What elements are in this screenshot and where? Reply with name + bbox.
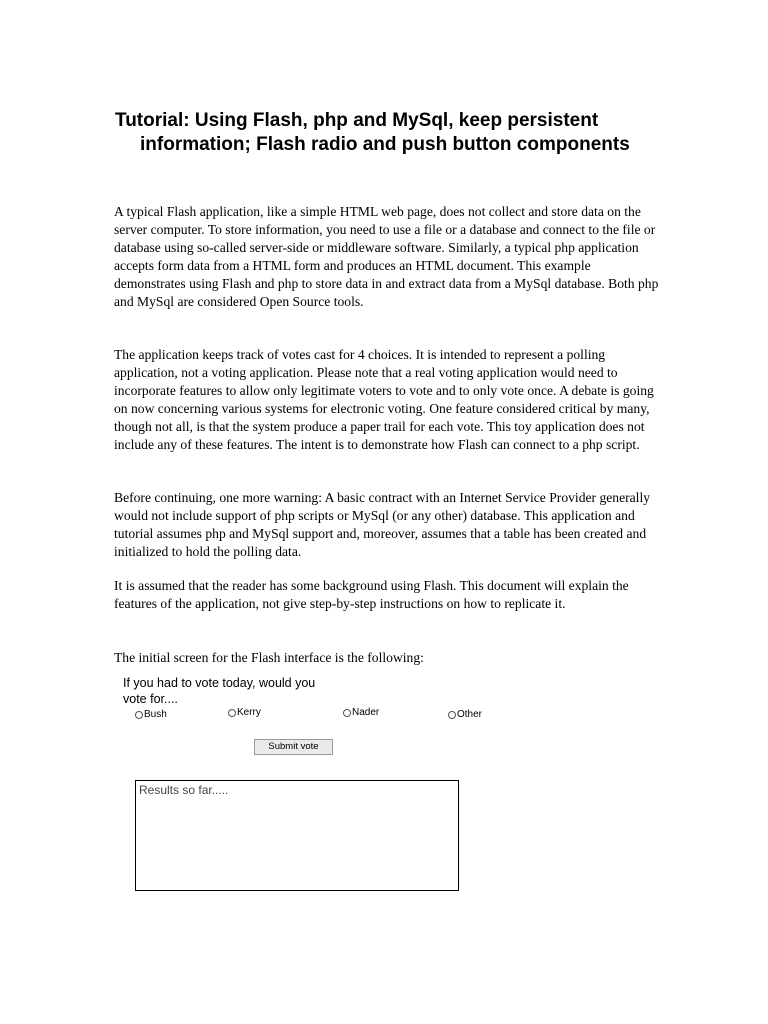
radio-circle-icon[interactable] bbox=[343, 709, 351, 717]
document-title: Tutorial: Using Flash, php and MySql, keep persistent information; Flash radio and push button components bbox=[115, 110, 630, 155]
poll-question: If you had to vote today, would you vote for.... bbox=[123, 676, 316, 706]
radio-circle-icon[interactable] bbox=[448, 711, 456, 719]
radio-option-bush[interactable] bbox=[135, 709, 167, 721]
radio-label: Kerry bbox=[237, 707, 261, 718]
results-textarea[interactable]: Results so far..... bbox=[135, 780, 459, 891]
radio-option-other[interactable] bbox=[448, 709, 482, 721]
radio-label: Bush bbox=[144, 709, 167, 720]
radio-label: Nader bbox=[352, 707, 380, 718]
paragraph-application: The application keeps track of votes cast for 4 choices. It is intended to represent a polling application, not a voting application. Please note that a real voting application would need to incorporate features to allow only legitimate voters to vote and to only vote once. A debate is going on now concerning various systems for electronic voting. One feature considered critical by many, though not all, is that the system produce a paper trail for each vote. This toy application does not include any of these features. The intent is to demonstrate how Flash can connect to a php script. bbox=[114, 347, 654, 452]
paragraph-assumption: It is assumed that the reader has some background using Flash. This document will explain the features of the application, not give step-by-step instructions on how to replicate it. bbox=[114, 578, 629, 611]
radio-circle-icon[interactable] bbox=[135, 711, 143, 719]
paragraph-intro: A typical Flash application, like a simple HTML web page, does not collect and store data on the server computer. To store information, you need to use a file or a database and connect to the file or database using so-called server-side or middleware software. Similarly, a typical php application accepts form data from a HTML form and produces an HTML document. This example demonstrates using Flash and php to store data in and extract data from a MySql database. Both php and MySql are considered Open Source tools. bbox=[114, 204, 659, 309]
radio-circle-icon[interactable] bbox=[228, 709, 236, 717]
radio-label: Other bbox=[457, 709, 483, 720]
submit-vote-button[interactable]: Submit vote bbox=[254, 739, 333, 755]
radio-option-nader[interactable] bbox=[343, 707, 379, 719]
radio-option-kerry[interactable] bbox=[228, 707, 261, 719]
paragraph-warning: Before continuing, one more warning: A basic contract with an Internet Service Provider generally would not include support of php scripts or MySql (or any other) database. This application and tutorial assumes php and MySql support and, moreover, assumes that a table has been created and initialized to hold the polling data. bbox=[114, 490, 651, 559]
paragraph-initial-screen: The initial screen for the Flash interface is the following: bbox=[114, 650, 424, 665]
